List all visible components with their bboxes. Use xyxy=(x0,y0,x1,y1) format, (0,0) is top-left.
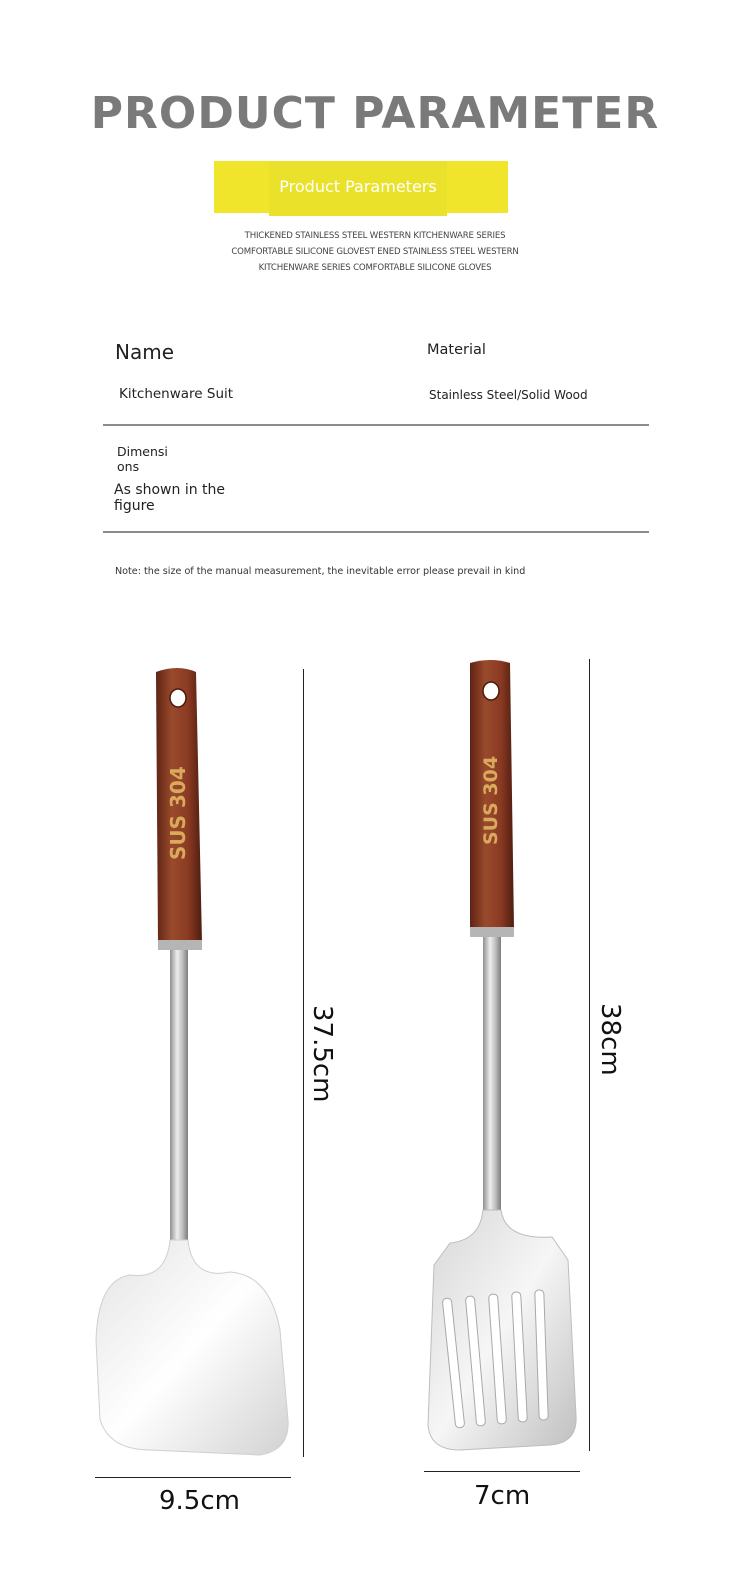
turner-length-label: 37.5cm xyxy=(307,1005,337,1103)
handle-engraving: SUS 304 xyxy=(480,755,502,845)
dimensions-label-line: Dimensi xyxy=(117,444,168,459)
table-divider xyxy=(103,424,649,426)
hanging-hole xyxy=(170,689,186,707)
dimensions-value-line: As shown in the xyxy=(114,482,226,498)
measurement-note: Note: the size of the manual measurement, the inevitable error please prevail in kind xyxy=(115,566,526,577)
steel-shaft xyxy=(170,950,188,1250)
material-value: Stainless Steel/Solid Wood xyxy=(429,388,588,402)
spatula-width-line xyxy=(424,1471,580,1472)
subtitle-line: COMFORTABLE SILICONE GLOVEST ENED STAINLESS STEEL WESTERN xyxy=(231,247,519,257)
turner-width-label: 9.5cm xyxy=(159,1486,240,1516)
table-divider xyxy=(103,531,649,533)
turner-length-line xyxy=(303,669,304,1457)
steel-shaft xyxy=(483,937,501,1217)
name-value: Kitchenware Suit xyxy=(119,386,234,402)
turner-width-line xyxy=(95,1477,291,1478)
subtitle-line: KITCHENWARE SERIES COMFORTABLE SILICONE GLOVES xyxy=(258,263,492,273)
ferrule xyxy=(158,940,202,950)
banner-label: Product Parameters xyxy=(279,177,437,196)
dimensions-value-line: figure xyxy=(114,498,155,514)
dimensions-value xyxy=(114,482,225,514)
turner-blade xyxy=(96,1240,288,1455)
handle-engraving: SUS 304 xyxy=(166,766,190,860)
spatula-length-label: 38cm xyxy=(595,1003,625,1076)
spatula-length-line xyxy=(589,659,590,1451)
spatula-width-label: 7cm xyxy=(474,1481,531,1511)
dimensions-label-line: ons xyxy=(117,459,140,474)
dimensions-label xyxy=(117,444,168,474)
subtitle xyxy=(150,228,600,276)
material-label: Material xyxy=(427,342,486,358)
turner-image xyxy=(90,660,300,1470)
spatula-image xyxy=(420,655,590,1460)
ferrule xyxy=(470,927,514,937)
hanging-hole xyxy=(483,682,499,700)
name-label: Name xyxy=(115,340,175,364)
subtitle-line: THICKENED STAINLESS STEEL WESTERN KITCHENWARE SERIES xyxy=(244,231,506,241)
page-title: PRODUCT PARAMETER xyxy=(90,88,660,139)
